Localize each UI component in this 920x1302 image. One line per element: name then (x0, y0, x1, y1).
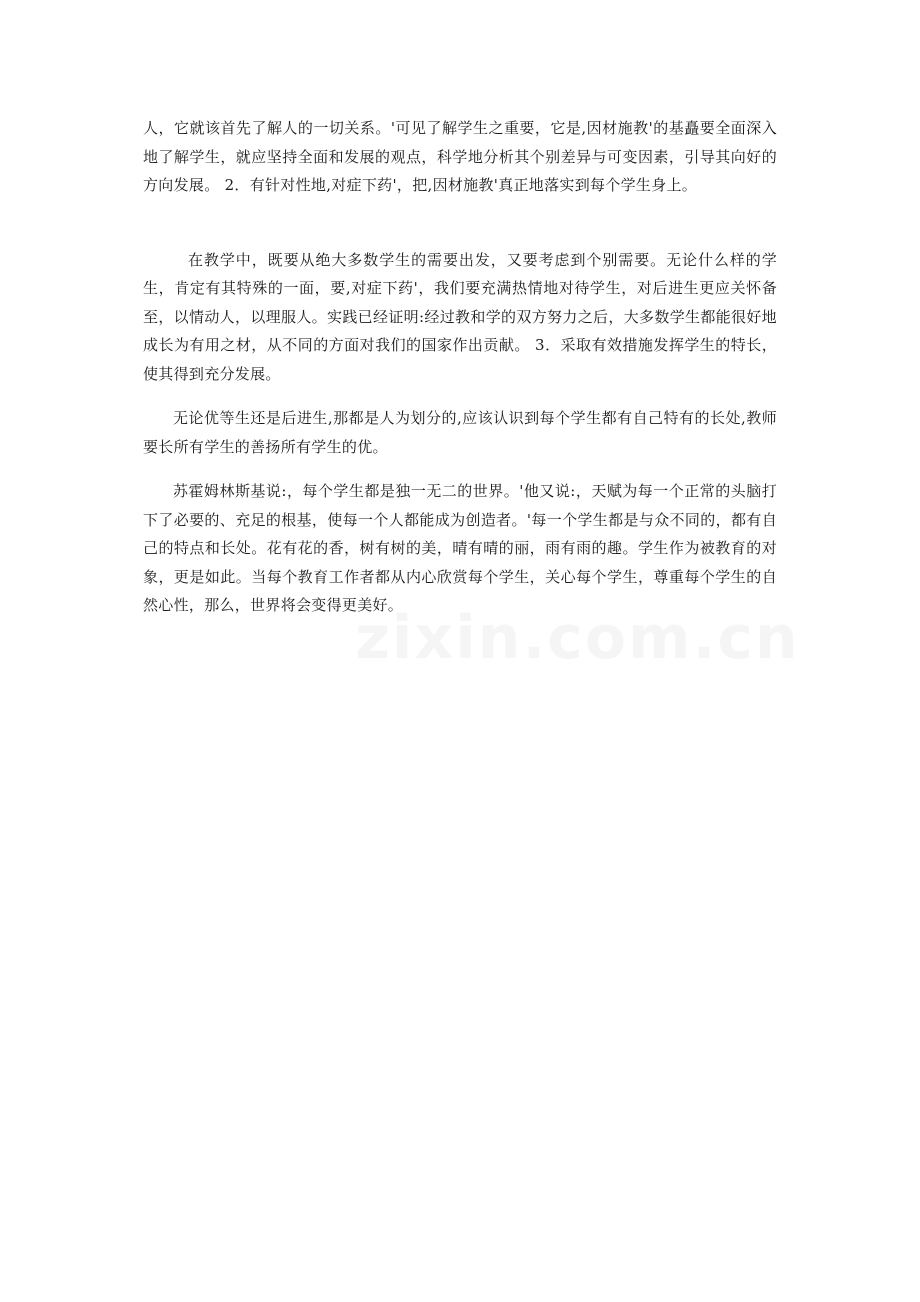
paragraph-2: 在教学中，既要从绝大多数学生的需要出发，又要考虑到个别需要。无论什么样的学生，肯定有其特殊的一面，要,对症下药'，我们要充满热情地对待学生，对后进生更应关怀备至，以情动人，以理服人。实践已经证明:经过教和学的双方努力之后，大多数学生都能很好地成长为有用之材，从不同的方面对我们的国家作出贡献。 3．采取有效措施发挥学生的特长，使其得到充分发展。 (143, 250, 777, 383)
document-body (143, 114, 777, 620)
paragraph-4: 苏霍姆林斯基说:，每个学生都是独一无二的世界。'他又说:，天赋为每一个正常的头脑打下了必要的、充足的根基，使每一个人都能成为创造者。'每一个学生都是与众不同的，都有自己的特点和长处。花有花的香，树有树的美，晴有晴的丽，雨有雨的趣。学生作为被教育的对象，更是如此。当每个教育工作者都从内心欣赏每个学生，关心每个学生，尊重每个学生的自然心性，那么，世界将会变得更美好。 (143, 482, 777, 614)
paragraph-3: 无论优等生还是后进生,那都是人为划分的,应该认识到每个学生都有自己特有的长处,教师要长所有学生的善扬所有学生的优。 (143, 409, 777, 456)
paragraph-1: 人，它就该首先了解人的一切关系。'可见了解学生之重要，它是,因材施教'的基矗要全面深入地了解学生，就应坚持全面和发展的观点，科学地分析其个别差异与可变因素，引导其向好的方向发展。 2．有针对性地,对症下药'，把,因材施教'真正地落实到每个学生身上。 (143, 119, 777, 194)
